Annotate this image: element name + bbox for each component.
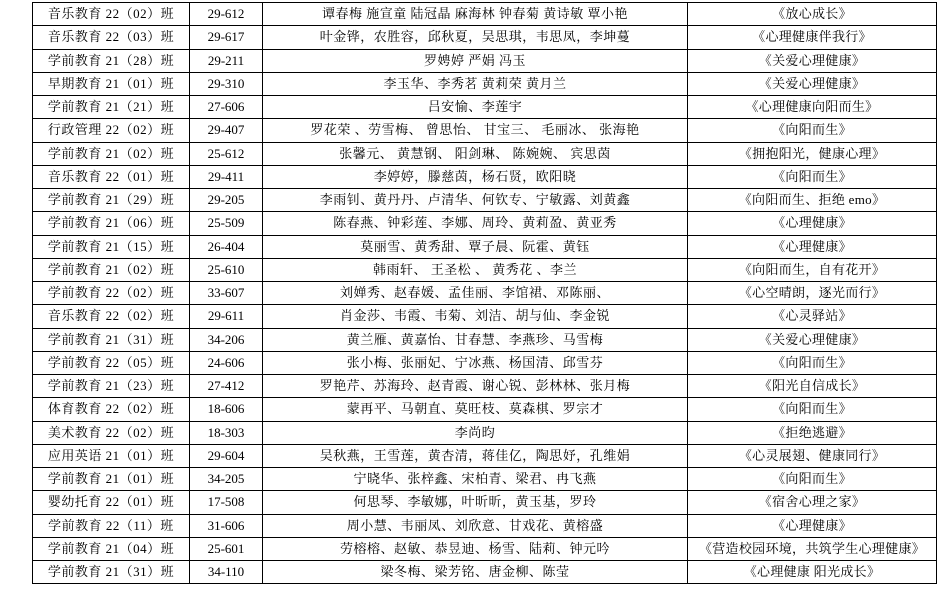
cell-members: 叶金铧，农胜容，邱秋夏，吴思琪，韦思凤，李坤蔓 <box>263 26 688 49</box>
cell-class: 体育教育 22（02）班 <box>33 398 190 421</box>
cell-members: 吴秋燕，王雪莲，黄杏清，蒋佳亿，陶思妤，孔维娟 <box>263 444 688 467</box>
cell-members: 劳榕榕、赵敏、恭昱迪、杨雪、陆莉、钟元吟 <box>263 537 688 560</box>
cell-room: 29-617 <box>190 26 263 49</box>
table-row <box>33 142 937 165</box>
cell-title: 《心理健康》 <box>688 212 937 235</box>
table-body <box>33 3 937 584</box>
cell-class: 早期教育 21（01）班 <box>33 72 190 95</box>
cell-members: 罗娉婷 严娟 冯玉 <box>263 49 688 72</box>
table-row <box>33 72 937 95</box>
cell-room: 29-310 <box>190 72 263 95</box>
cell-title: 《心理健康》 <box>688 514 937 537</box>
cell-title: 《拥抱阳光，健康心理》 <box>688 142 937 165</box>
cell-room: 29-612 <box>190 3 263 26</box>
cell-title: 《心灵驿站》 <box>688 305 937 328</box>
cell-class: 学前教育 21（02）班 <box>33 142 190 165</box>
cell-title: 《关爱心理健康》 <box>688 328 937 351</box>
cell-room: 29-411 <box>190 165 263 188</box>
cell-members: 蒙再平、马朝直、莫旺枝、莫森棋、罗宗才 <box>263 398 688 421</box>
cell-room: 25-509 <box>190 212 263 235</box>
cell-members: 李尚昀 <box>263 421 688 444</box>
document-page <box>0 2 947 594</box>
cell-room: 27-606 <box>190 96 263 119</box>
table-row <box>33 491 937 514</box>
table-row <box>33 258 937 281</box>
cell-class: 学前教育 21（06）班 <box>33 212 190 235</box>
cell-room: 18-606 <box>190 398 263 421</box>
cell-title: 《向阳而生，自有花开》 <box>688 258 937 281</box>
cell-title: 《关爱心理健康》 <box>688 72 937 95</box>
table-row <box>33 49 937 72</box>
cell-title: 《向阳而生》 <box>688 165 937 188</box>
cell-room: 25-610 <box>190 258 263 281</box>
cell-members: 罗艳芹、苏海玲、赵青霞、谢心锐、彭林林、张月梅 <box>263 375 688 398</box>
cell-members: 宁晓华、张梓鑫、宋柏青、梁君、冉飞燕 <box>263 468 688 491</box>
cell-class: 学前教育 21（21）班 <box>33 96 190 119</box>
table-row <box>33 561 937 584</box>
cell-members: 张馨元、 黄慧钢、 阳剑琳、 陈婉婉、 宾思茵 <box>263 142 688 165</box>
table-row <box>33 235 937 258</box>
cell-room: 29-205 <box>190 189 263 212</box>
cell-room: 26-404 <box>190 235 263 258</box>
table-row <box>33 468 937 491</box>
table-row <box>33 537 937 560</box>
table-row <box>33 119 937 142</box>
cell-class: 美术教育 22（02）班 <box>33 421 190 444</box>
cell-class: 行政管理 22（02）班 <box>33 119 190 142</box>
cell-room: 25-601 <box>190 537 263 560</box>
cell-class: 学前教育 21（23）班 <box>33 375 190 398</box>
cell-title: 《向阳而生、拒绝 emo》 <box>688 189 937 212</box>
cell-class: 学前教育 22（11）班 <box>33 514 190 537</box>
cell-room: 34-110 <box>190 561 263 584</box>
cell-members: 韩雨轩、 王圣松 、 黄秀花 、李兰 <box>263 258 688 281</box>
cell-title: 《心理健康伴我行》 <box>688 26 937 49</box>
table-row <box>33 282 937 305</box>
cell-room: 29-211 <box>190 49 263 72</box>
cell-members: 莫丽雪、黄秀甜、覃子晨、阮霍、黄钰 <box>263 235 688 258</box>
cell-title: 《心理健康 阳光成长》 <box>688 561 937 584</box>
cell-title: 《向阳而生》 <box>688 119 937 142</box>
cell-members: 罗花荣 、劳雪梅、 曾思怡、 甘宝三、 毛丽冰、 张海艳 <box>263 119 688 142</box>
table-row <box>33 421 937 444</box>
cell-title: 《向阳而生》 <box>688 468 937 491</box>
cell-title: 《心空晴朗，逐光而行》 <box>688 282 937 305</box>
table-row <box>33 165 937 188</box>
cell-room: 18-303 <box>190 421 263 444</box>
cell-members: 陈春燕、钟彩莲、李娜、周玲、黄莉盈、黄亚秀 <box>263 212 688 235</box>
cell-room: 34-206 <box>190 328 263 351</box>
table-row <box>33 305 937 328</box>
table-row <box>33 351 937 374</box>
cell-class: 学前教育 22（02）班 <box>33 282 190 305</box>
table-row <box>33 444 937 467</box>
cell-room: 29-611 <box>190 305 263 328</box>
cell-members: 李雨钊、黄丹丹、卢清华、何钦专、宁敏露、刘黄鑫 <box>263 189 688 212</box>
table-row <box>33 3 937 26</box>
cell-class: 学前教育 21（29）班 <box>33 189 190 212</box>
cell-title: 《向阳而生》 <box>688 351 937 374</box>
cell-class: 音乐教育 22（03）班 <box>33 26 190 49</box>
cell-class: 学前教育 22（05）班 <box>33 351 190 374</box>
cell-room: 29-407 <box>190 119 263 142</box>
roster-table <box>32 2 937 584</box>
cell-members: 李婷婷，滕慈茵，杨石贤，欧阳晓 <box>263 165 688 188</box>
cell-title: 《向阳而生》 <box>688 398 937 421</box>
cell-title: 《阳光自信成长》 <box>688 375 937 398</box>
cell-title: 《放心成长》 <box>688 3 937 26</box>
cell-members: 张小梅、张丽妃、宁冰燕、杨国清、邱雪芬 <box>263 351 688 374</box>
cell-members: 刘婵秀、赵春媛、孟佳丽、李馆裙、邓陈丽、 <box>263 282 688 305</box>
cell-class: 学前教育 21（15）班 <box>33 235 190 258</box>
cell-members: 谭春梅 施宣童 陆冠晶 麻海林 钟春菊 黄诗敏 覃小艳 <box>263 3 688 26</box>
cell-title: 《关爱心理健康》 <box>688 49 937 72</box>
cell-members: 李玉华、李秀茗 黄莉荣 黄月兰 <box>263 72 688 95</box>
cell-class: 学前教育 21（02）班 <box>33 258 190 281</box>
cell-room: 34-205 <box>190 468 263 491</box>
cell-room: 33-607 <box>190 282 263 305</box>
cell-members: 黄兰雁、黄嘉怡、甘春慧、李燕珍、马雪梅 <box>263 328 688 351</box>
cell-class: 学前教育 21（28）班 <box>33 49 190 72</box>
cell-room: 17-508 <box>190 491 263 514</box>
cell-class: 婴幼托育 22（01）班 <box>33 491 190 514</box>
table-row <box>33 398 937 421</box>
cell-title: 《营造校园环境，共筑学生心理健康》 <box>688 537 937 560</box>
cell-class: 学前教育 21（04）班 <box>33 537 190 560</box>
table-row <box>33 189 937 212</box>
cell-room: 27-412 <box>190 375 263 398</box>
table-row <box>33 514 937 537</box>
cell-class: 音乐教育 22（01）班 <box>33 165 190 188</box>
cell-class: 音乐教育 22（02）班 <box>33 305 190 328</box>
table-row <box>33 96 937 119</box>
cell-room: 24-606 <box>190 351 263 374</box>
cell-title: 《拒绝逃避》 <box>688 421 937 444</box>
table-row <box>33 375 937 398</box>
table-row <box>33 212 937 235</box>
cell-members: 周小慧、韦丽凤、刘欣意、甘戏花、黄榕盛 <box>263 514 688 537</box>
cell-title: 《心灵展翅、健康同行》 <box>688 444 937 467</box>
cell-members: 肖金莎、韦霞、韦菊、刘洁、胡与仙、李金锐 <box>263 305 688 328</box>
cell-class: 应用英语 21（01）班 <box>33 444 190 467</box>
cell-class: 音乐教育 22（02）班 <box>33 3 190 26</box>
table-row <box>33 328 937 351</box>
cell-title: 《宿舍心理之家》 <box>688 491 937 514</box>
cell-title: 《心理健康向阳而生》 <box>688 96 937 119</box>
cell-class: 学前教育 21（01）班 <box>33 468 190 491</box>
cell-room: 29-604 <box>190 444 263 467</box>
cell-members: 梁冬梅、梁芳铭、唐金柳、陈莹 <box>263 561 688 584</box>
cell-class: 学前教育 21（31）班 <box>33 328 190 351</box>
cell-class: 学前教育 21（31）班 <box>33 561 190 584</box>
table-row <box>33 26 937 49</box>
cell-members: 何思琴、李敏娜，叶昕昕，黄玉基，罗玲 <box>263 491 688 514</box>
cell-title: 《心理健康》 <box>688 235 937 258</box>
cell-room: 25-612 <box>190 142 263 165</box>
cell-members: 吕安愉、李莲宇 <box>263 96 688 119</box>
cell-room: 31-606 <box>190 514 263 537</box>
